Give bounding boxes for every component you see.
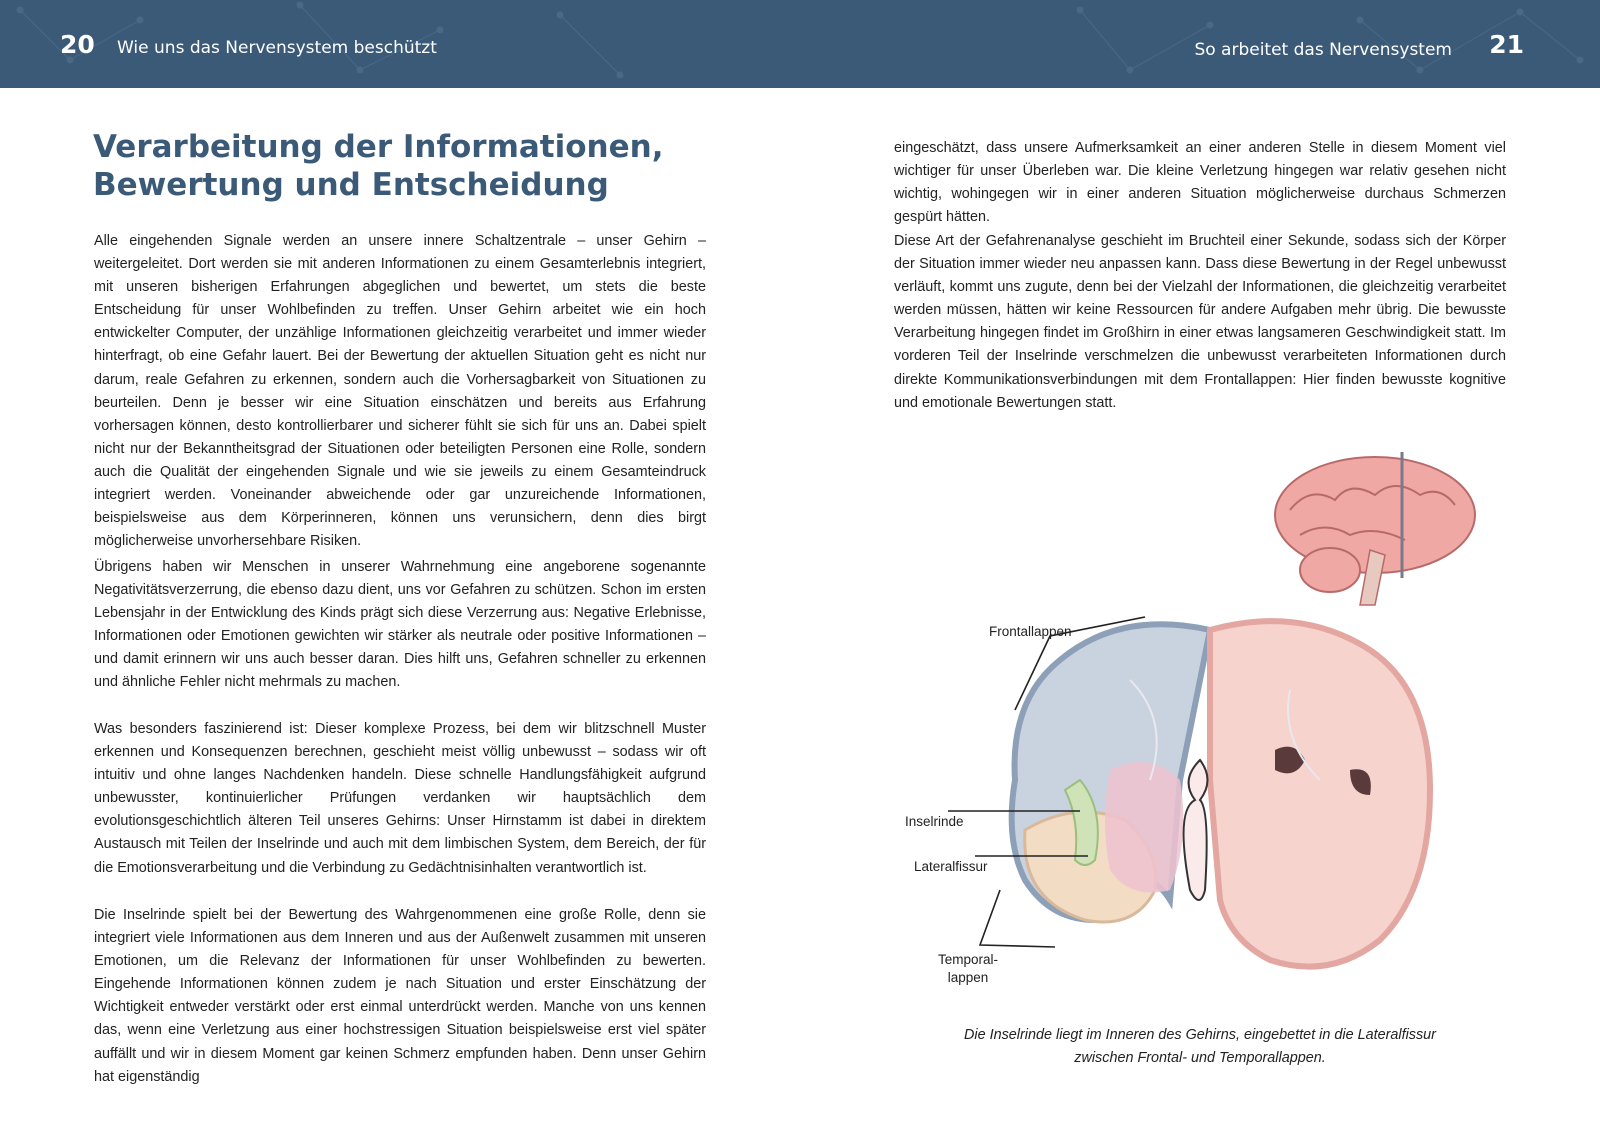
paragraph: Die Inselrinde spielt bei der Bewertung des Wahrgenommenen eine große Rolle, denn sie integriert viele Informationen aus dem Inneren und aus der Außenwelt zusammen mit unseren Emotionen, um die Relevanz der Informationen für unser Wohlbefinden zu bewerten. Eingehende Informationen können zudem je nach Situation und erster Einschätzung der Wichtigkeit entweder verstärkt oder erst einmal unterdrückt werden. Manche von uns kennen das, wenn eine Verletzung aus einer hochstressigen Situation beispielsweise erst viel später auffällt und wir in diesem Moment gar keinen Schmerz empfunden haben. Denn unser Gehirn hat eigenständig [94, 907, 706, 1085]
label-temporal [938, 951, 998, 987]
paragraph: Was besonders faszinierend ist: Dieser komplexe Prozess, bei dem wir blitzschnell Muster erkennen und Konsequenzen berechnen, geschieht meist völlig unbewusst – sodass wir oft intuitiv und ohne langes Nachdenken handeln. Diese schnelle Handlungsfähigkeit aufgrund unbewusster, kontinuierlicher Prüfungen verdanken wir hauptsächlich dem evolutionsgeschichtlich älteren Teil unseres Gehirns: Unser Hirnstamm ist dabei in direktem Austausch mit Teilen der Inselrinde und auch mit dem limbischen System, dem Bereich, der für die Emotionsverarbeitung und die Verbindung zu Gedächtnisinhalten verantwortlich ist. [94, 721, 706, 876]
brain-figure [880, 450, 1540, 1090]
label-frontal: Frontallappen [989, 624, 1072, 639]
figure-caption [900, 1024, 1500, 1070]
section-title [93, 128, 713, 204]
section-title-line2: Bewertung und Entscheidung [93, 167, 609, 203]
label-temporal-line1: Temporal- [938, 952, 999, 967]
label-lateral-fissure: Lateralfissur [914, 859, 988, 874]
sagittal-brain-icon [1275, 452, 1475, 605]
paragraph: Übrigens haben wir Menschen in unserer Wahrnehmung eine angeborene sogenannte Negativitätsverzerrung, die ebenso dazu dient, uns vor Gefahren zu schützen. Schon im ersten Lebensjahr in der Entwicklung des Kinds prägt sich diese Verzerrung aus: Negative Erlebnisse, Informationen oder Emotionen gewichten wir stärker als neutrale oder positive Informationen – und damit erinnern wir uns auch besser daran. Dies hilft uns, Gefahren schneller zu erkennen und ähnliche Fehler nicht mehrmals zu machen. [94, 559, 706, 691]
section-title-line1: Verarbeitung der Informationen, [93, 129, 664, 165]
paragraph: Diese Art der Gefahrenanalyse geschieht im Bruchteil einer Sekunde, sodass sich der Körper der Situation immer wieder neu anpassen kann. Dass diese Bewertung in der Regel unbewusst verläuft, kommt uns zugute, denn bei der Vielzahl der Informationen, die gleichzeitig verarbeitet werden müssen, hätten wir keine Ressourcen für andere Aufgaben mehr übrig. Die bewusste Verarbeitung hingegen findet im Großhirn in einer etwas langsameren Geschwindigkeit statt. Im vorderen Teil der Inselrinde verschmelzen die unbewusst verarbeiteten Informationen durch direkte Kommunikationsverbindungen mit dem Frontallappen: Hier finden bewusste kognitive und emotionale Bewertungen statt. [894, 233, 1506, 411]
caption-line1: Die Inselrinde liegt im Inneren des Gehirns, eingebettet in die Lateralfissur [964, 1027, 1436, 1043]
brain-illustration [880, 450, 1540, 1010]
right-page-number: 21 [1489, 30, 1524, 59]
page-header [0, 0, 1600, 88]
label-insula: Inselrinde [905, 814, 964, 829]
paragraph: eingeschätzt, dass unsere Aufmerksamkeit an einer anderen Stelle in diesem Moment viel wichtiger für unser Überleben war. Die kleine Verletzung hingegen war relativ gesehen nicht wichtig, wohingegen wir in einer anderen Situation möglicherweise durchaus Schmerzen gespürt hätten. [894, 140, 1506, 226]
paragraph: Alle eingehenden Signale werden an unsere innere Schaltzentrale – unser Gehirn – weitergeleitet. Dort werden sie mit anderen Informationen zu einem Gesamterlebnis integriert, mit unseren bisherigen Erfahrungen abgeglichen und bewertet, um stets die beste Entscheidung für unser Wohlbefinden zu treffen. Unser Gehirn arbeitet wie ein hoch entwickelter Computer, der unzählige Informationen gleichzeitig verarbeitet und immer wieder hinterfragt, ob eine Gefahr lauert. Bei der Bewertung der aktuellen Situation geht es nicht nur darum, reale Gefahren zu erkennen, sondern auch die Vorhersagbarkeit von Situationen zu beurteilen. Denn je besser wir eine Situation einschätzen und bereits aus Erfahrung vorhersagen können, desto kontrollierbarer und sicherer fühlt sie sich für uns an. Dabei spielt nicht nur der Bekanntheitsgrad der Situationen oder beteiligten Personen eine Rolle, sondern auch die Qualität der eingehenden Signale und wie sie jeweils zu einem Gesamteindruck integriert werden. Voneinander abweichende oder gar unzureichende Informationen, beispielsweise aus dem Körperinneren, können uns verunsichern, denn dies birgt möglicherweise unvorhersehbare Risiken. [94, 233, 706, 550]
coronal-section [1012, 621, 1430, 967]
left-running-title: Wie uns das Nervensystem beschützt [117, 38, 437, 58]
right-running-title: So arbeitet das Nervensystem [1194, 40, 1452, 60]
label-temporal-line2: lappen [947, 970, 989, 985]
caption-line2: zwischen Frontal- und Temporallappen. [1074, 1050, 1326, 1066]
left-page-number: 20 [60, 30, 95, 59]
